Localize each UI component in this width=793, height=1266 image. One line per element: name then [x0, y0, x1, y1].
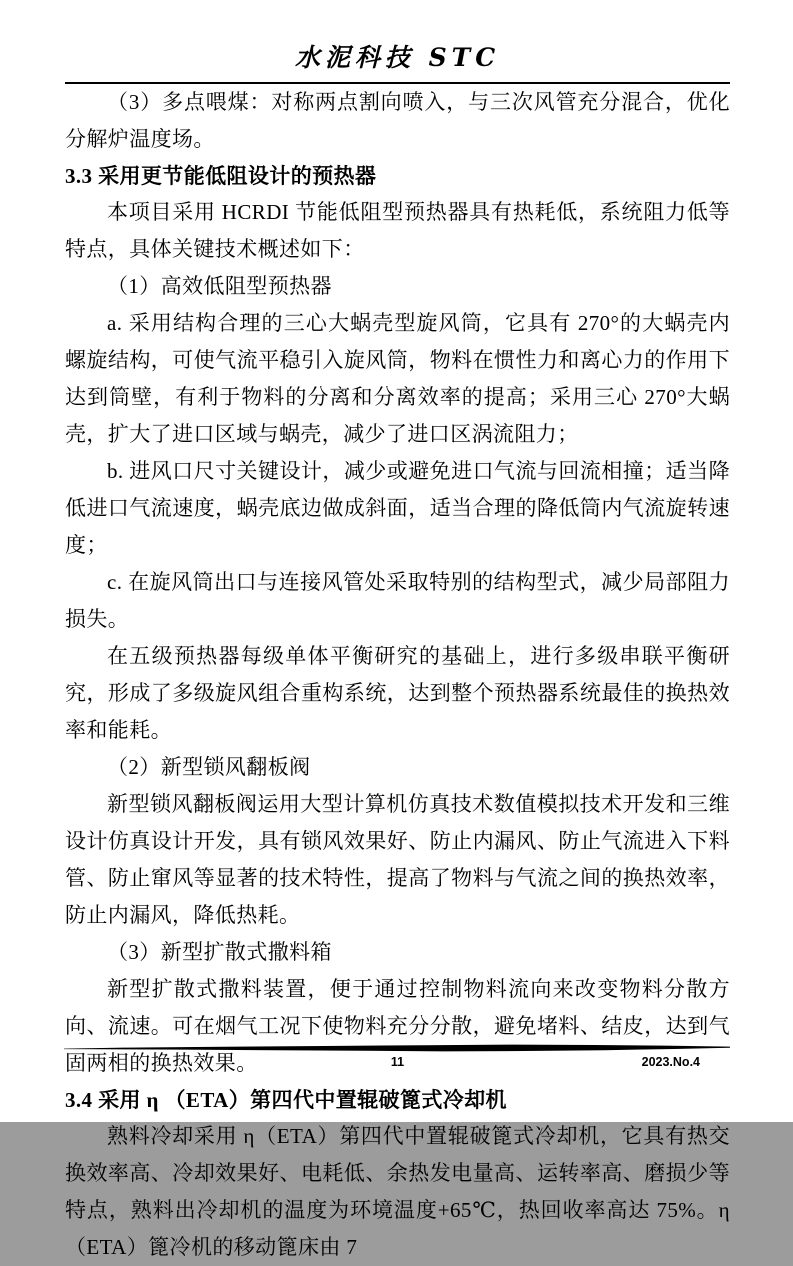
body-paragraph: 在五级预热器每级单体平衡研究的基础上，进行多级串联平衡研究，形成了多级旋风组合重构系统，达到整个预热器系统最佳的换热效率和能耗。 [65, 644, 730, 742]
page-header [65, 0, 730, 84]
list-item-3: （3）新型扩散式撒料箱 [107, 940, 332, 964]
body-paragraph: （3）多点喂煤：对称两点割向喷入，与三次风管充分混合，优化分解炉温度场。 [65, 90, 730, 151]
issue-number: 2023.No.4 [641, 1055, 700, 1069]
body-paragraph: 熟料冷却采用 η（ETA）第四代中置辊破篦式冷却机，它具有热交换效率高、冷却效果好、电耗低、余热发电量高、运转率高、磨损少等特点，熟料出冷却机的温度为环境温度+65℃，热回收率高达 75%。η（ETA）篦冷机的移动篦床由 7 [65, 1124, 730, 1259]
list-item-b: b. 进风口尺寸关键设计，减少或避免进口气流与回流相撞；适当降低进口气流速度，蜗壳底边做成斜面，适当合理的降低筒内气流旋转速度； [65, 459, 730, 557]
body-paragraph: 新型锁风翻板阀运用大型计算机仿真技术数值模拟技术开发和三维设计仿真设计开发，具有锁风效果好、防止内漏风、防止气流进入下料管、防止窜风等显著的技术特性，提高了物料与气流之间的换热效率，防止内漏风，降低热耗。 [65, 792, 730, 927]
section-heading-3-4: 3.4 采用 η （ETA）第四代中置辊破篦式冷却机 [65, 1088, 507, 1112]
page-footer [65, 1053, 730, 1071]
list-item-a: a. 采用结构合理的三心大蜗壳型旋风筒，它具有 270°的大蜗壳内螺旋结构，可使气流平稳引入旋风筒，物料在惯性力和离心力的作用下达到筒壁，有利于物料的分离和分离效率的提高；采用三心 270°大蜗壳，扩大了进口区域与蜗壳，减少了进口区涡流阻力； [65, 311, 730, 446]
page-number: 11 [390, 1055, 405, 1069]
section-heading-3-3: 3.3 采用更节能低阻设计的预热器 [65, 164, 377, 188]
list-item-2: （2）新型锁风翻板阀 [107, 755, 311, 779]
list-item-c: c. 在旋风筒出口与连接风管处采取特别的结构型式，减少局部阻力损失。 [65, 570, 730, 631]
journal-title: 水泥科技 STC [294, 43, 501, 72]
document-body [65, 84, 730, 1266]
footer-divider-bar [64, 1044, 730, 1053]
list-item-1: （1）高效低阻型预热器 [107, 274, 332, 298]
body-paragraph: 新型扩散式撒料装置，便于通过控制物料流向来改变物料分散方向、流速。可在烟气工况下使物料充分分散，避免堵料、结皮，达到气固两相的换热效果。 [65, 977, 730, 1075]
body-paragraph: 本项目采用 HCRDI 节能低阻型预热器具有热耗低，系统阻力低等特点，具体关键技术概述如下： [65, 200, 730, 261]
